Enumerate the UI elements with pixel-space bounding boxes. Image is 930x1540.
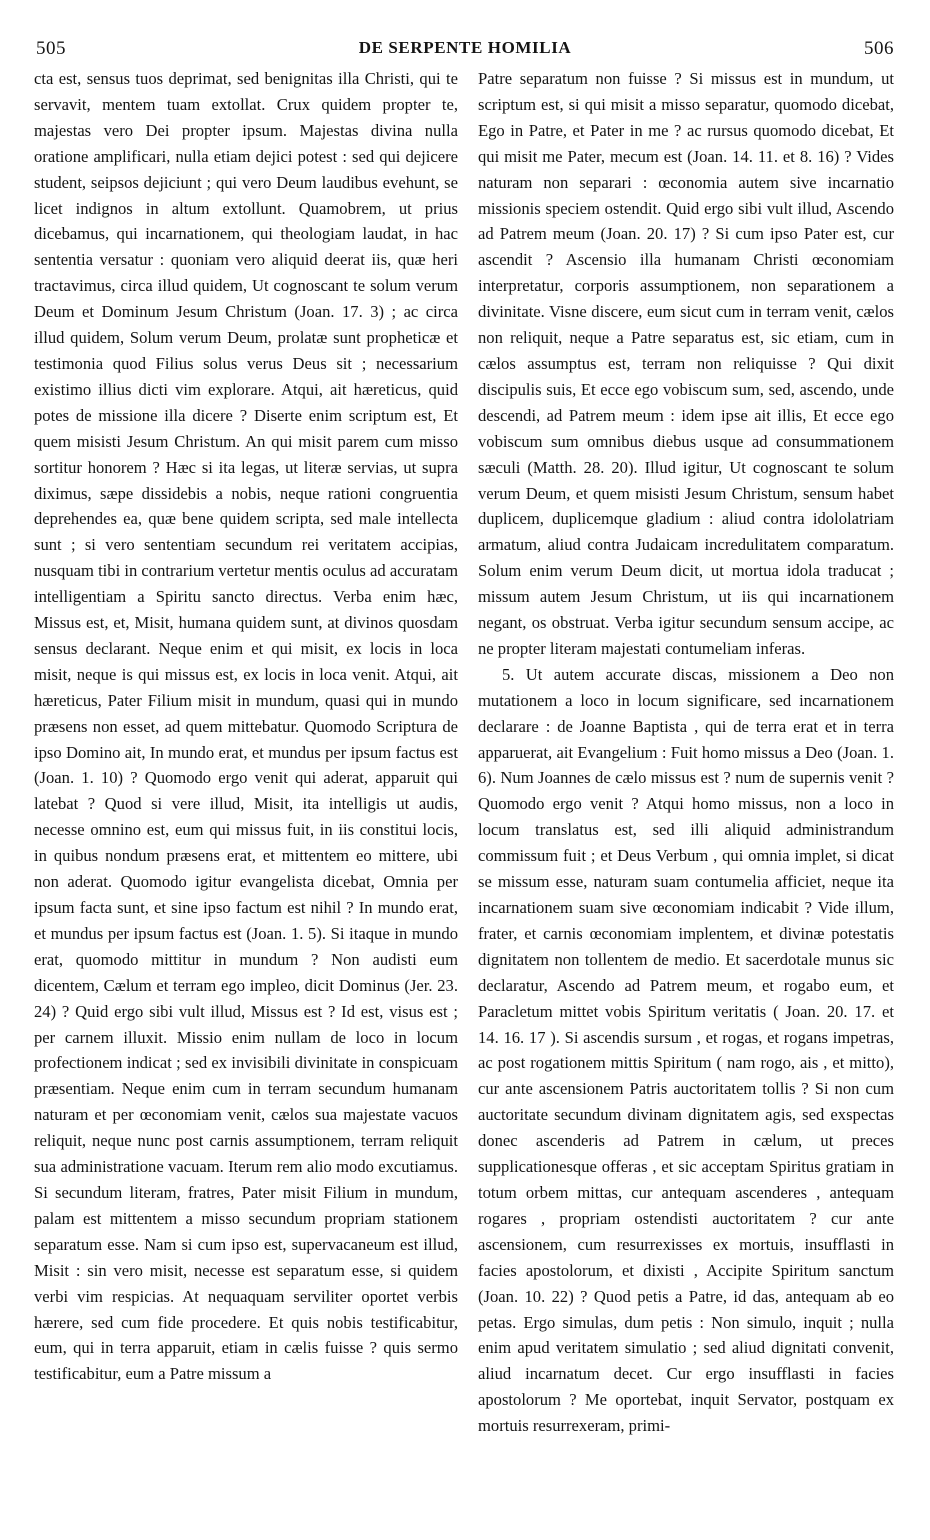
right-column (478, 66, 894, 1439)
running-title: DE SERPENTE HOMILIA (358, 38, 572, 57)
left-column-paragraph: cta est, sensus tuos deprimat, sed benignitas illa Christi, qui te servavit, mentem tuam extollat. Crux quidem propter te, majestas vero Dei propter ipsum. Majestas divina nulla oratione amplificari, nulla etiam dejici potest : sed qui dejicere student, seipsos dejiciunt ; qui vero Deum laudibus evehunt, se licet indignos in altum extollunt. Quamobrem, ut prius dicebamus, qui incarnationem, qui theologiam laudat, in hac sententia versatur : quoniam vero aliquid deerat iis, quæ heri tractavimus, circa illud quidem, Ut cognoscant te solum verum Deum et Dominum Jesum Christum (Joan. 17. 3) ; ac circa illud quidem, Solum verum Deum, prolatæ sunt propheticæ et testimonia quod Filius solus verus Deus sit ; necessarium existimo illius dicti vim explorare. Atqui, ait hæreticus, quid potes de missione illa dicere ? Diserte enim scriptum est, Et quem misisti Jesum Christum. An qui misit parem cum misso sortitur honorem ? Hæc si ita legas, ut literæ servias, ut supra diximus, sæpe dissidebis a nobis, neque rationi congruentia deprehendes ea, quæ bene quidem scripta, sed male intellecta sunt ; si vero sententiam secundum rei veritatem accipias, nusquam tibi in contrarium vertetur mentis oculus ad accuratam intelligentiam a Spiritu sancto directus. Verba enim hæc, Missus est, et, Misit, humana quidem sunt, at divinos quosdam sensus declarant. Neque enim et qui misit, ex locis in loca misit, neque is qui missus est, ex locis in loca venit. Atqui, ait hæreticus, Pater Filium misit in mundum, quasi qui in mundo præsens non esset, ad quem mittebatur. Quomodo Scriptura de ipso Domino ait, In mundo erat, et mundus per ipsum factus est (Joan. 1. 10) ? Quomodo ergo venit qui aderat, apparuit qui latebat ? Quod si vere illud, Misit, ita intelligis ut audis, necesse omnino est, eum qui missus fuit, in iis constitui locis, in quibus nondum præsens erat, et mittentem eo mittere, ubi non aderat. Quomodo igitur evangelista dicebat, Omnia per ipsum facta sunt, et sine ipso factum est nihil ? In mundo erat, et mundus per ipsum factus est (Joan. 1. 5). Si itaque in mundo erat, quomodo mittitur in mundum ? Non audisti eum dicentem, Cælum et terram ego impleo, dicit Dominus (Jer. 23. 24) ? Quid ergo sibi vult illud, Missus est ? Id est, visus est ; per carnem illuxit. Missio enim nullam de loco in locum profectionem indicat ; sed ex invisibili divinitate in conspicuam præsentiam. Neque enim cum in terram secundum humanam naturam et per œconomiam venit, cælos sua majestate vacuos reliquit, neque nunc post carnis assumptionem, terram reliquit sua administratione vacuam. Iterum rem alio modo excutiamus. Si secundum literam, fratres, Pater misit Filium in mundum, palam est mittentem a misso secundum propriam stationem separatum esse. Nam si cum ipso est, supervacaneum est illud, Misit : sin vero misit, necesse est separatum esse, si quidem verbi vim respicias. At nequaquam serviliter oportet verbis hærere, sed cum fide procedere. Et quis nobis testificabitur, eum, qui in terra apparuit, etiam in cælis fuisse ? quis sermo testificabitur, eum a Patre missum a (34, 69, 458, 1384)
running-header (36, 38, 894, 62)
page-number-right: 506 (864, 38, 894, 59)
page-number-left: 505 (36, 38, 66, 59)
left-column (34, 66, 458, 1387)
right-column-paragraph-5: 5. Ut autem accurate discas, missionem a Deo non mutationem a loco in locum significare, sed incarnationem declarare : de Joanne Baptista , qui de terra erat et in terra apparuerat, ait Evangelium : Fuit homo missus a Deo (Joan. 1. 6). Num Joannes de cælo missus est ? num de supernis venit ? Quomodo ergo venit ? Atqui homo missus, non a loco in locum translatus est, sed illi aliquid administrandum commissum fuit ; et Deus Verbum , qui omnia implet, si dicat se missum esse, naturam suam contumelia afficiet, neque ita incarnationem suam sive œconomiam indicabit ? Vide illum, frater, et carnis œconomiam implentem, et divinæ potestatis dignitatem non tollentem de medio. Et sacerdotale munus sic declaratur, Ascendo ad Patrem meum, et rogabo eum, et Paracletum mittet vobis Spiritum veritatis ( Joan. 20. 17. et 14. 16. 17 ). Si ascendis sursum , et rogas, et rogans impetras, ac post rogationem mittis Spiritum ( nam rogo, ais , et mitto), cur ante ascensionem Patris auctoritatem tollis ? Si non cum auctoritate secundum divinam dignitatem agis, sed exspectas donec ascenderis ad Patrem in cælum, ut preces supplicationesque offeras , et sic acceptam Spiritus gratiam in totum orbem mittas, cur antequam ascenderes , antequam rogares , propriam ostendisti auctoritatem ? cur ante ascensionem, cum resurrexisses ex mortuis, insufflasti in facies apostolorum, et dixisti , Accipite Spiritum sanctum (Joan. 10. 22) ? Quod petis a Patre, id das, antequam ab eo petas. Ergo simulas, dum petis : Non simulo, inquit ; nulla enim apud veritatem simulatio ; sed aliud dignitati convenit, aliud incarnatum decet. Cur ergo insufflasti in facies apostolorum ? Me oportebat, inquit Servator, postquam ex mortuis resurrexeram, primi- (478, 664, 894, 1436)
right-column-paragraph: Patre separatum non fuisse ? Si missus est in mundum, ut scriptum est, si qui misit a misso separatur, quomodo dicebat, Ego in Patre, et Pater in me ? ac rursus quomodo dicebat, Et qui misit me Pater, mecum est (Joan. 14. 11. et 8. 16) ? Vides naturam non separari : œconomia autem sive incarnatio missionis speciem ostendit. Quid ergo sibi vult illud, Ascendo ad Patrem meum (Joan. 20. 17) ? Si cum ipso Pater est, cur ascendit ? Ascensio illa humanam Christi œconomiam interpretatur, corporis assumptionem, non separationem a divinitate. Visne discere, eum sicut cum in terram venit, cælos non reliquit, neque a Patre separatus est, sic etiam, cum in cælos assumptus est, terram non reliquisse ? Qui dixit discipulis suis, Et ecce ego vobiscum sum, sed, ascendo, unde descendi, ad Patrem meum : idem ipse ait illis, Et ecce ego vobiscum sum omnibus diebus usque ad consummationem sæculi (Matth. 28. 20). Illud igitur, Ut cognoscant te solum verum Deum, et quem misisti Jesum Christum, sensum habet duplicem, duplicemque gladium : aliud contra idololatriam armatum, aliud contra Judaicam incredulitatem comparatum. Solum enim verum Deum dicit, ut mortua idola traducat ; missum autem Jesum Christum, ut iis qui incarnationem negant, os obstruat. Verba igitur secundum sensum accipe, ac ne propter literam majestati contumeliam inferas. (478, 69, 894, 658)
